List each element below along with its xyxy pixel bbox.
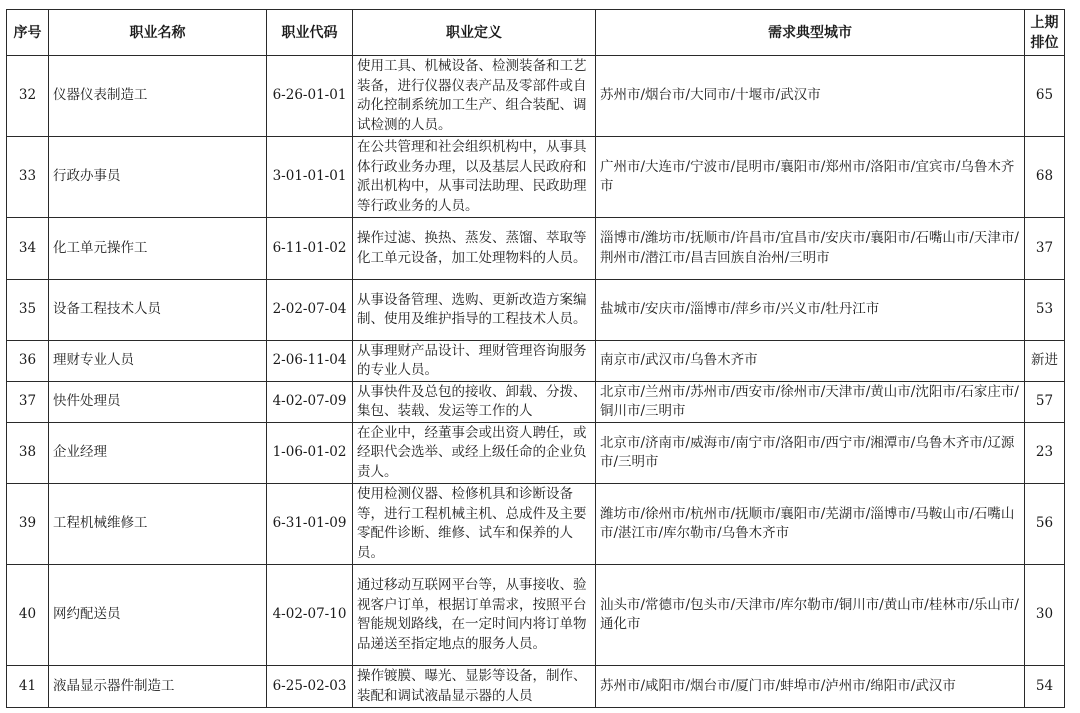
- row-occupation-code: 4-02-07-10: [267, 565, 353, 666]
- row-occupation-name: 网约配送员: [49, 565, 267, 666]
- row-prev-rank: 37: [1025, 218, 1065, 280]
- row-occupation-code: 6-31-01-09: [267, 484, 353, 565]
- row-no: 41: [7, 666, 49, 708]
- row-occupation-name: 液晶显示器件制造工: [49, 666, 267, 708]
- row-no: 32: [7, 56, 49, 137]
- occupation-shortage-table: [6, 9, 1065, 708]
- row-definition: 从事设备管理、选购、更新改造方案编制、使用及维护指导的工程技术人员。: [353, 280, 596, 341]
- row-cities: 潍坊市/徐州市/杭州市/抚顺市/襄阳市/芜湖市/淄博市/马鞍山市/石嘴山市/湛江市/库尔勒市/乌鲁木齐市: [596, 484, 1025, 565]
- row-definition: 从事快件及总包的接收、卸载、分拨、集包、装载、发运等工作的人: [353, 382, 596, 423]
- header-name: 职业名称: [49, 10, 267, 56]
- header-no: 序号: [7, 10, 49, 56]
- row-occupation-name: 仪器仪表制造工: [49, 56, 267, 137]
- row-occupation-name: 理财专业人员: [49, 341, 267, 382]
- row-cities: 广州市/大连市/宁波市/昆明市/襄阳市/郑州市/洛阳市/宜宾市/乌鲁木齐市: [596, 137, 1025, 218]
- row-occupation-name: 设备工程技术人员: [49, 280, 267, 341]
- row-occupation-code: 2-02-07-04: [267, 280, 353, 341]
- row-prev-rank: 23: [1025, 423, 1065, 484]
- row-occupation-code: 4-02-07-09: [267, 382, 353, 423]
- row-prev-rank: 68: [1025, 137, 1065, 218]
- header-definition: 职业定义: [353, 10, 596, 56]
- header-prev-rank: 上期 排位: [1025, 10, 1065, 56]
- row-no: 37: [7, 382, 49, 423]
- row-cities: 盐城市/安庆市/淄博市/萍乡市/兴义市/牡丹江市: [596, 280, 1025, 341]
- row-no: 34: [7, 218, 49, 280]
- table-row: [7, 218, 1065, 280]
- table-row: [7, 137, 1065, 218]
- header-code: 职业代码: [267, 10, 353, 56]
- table-row: [7, 56, 1065, 137]
- row-occupation-name: 工程机械维修工: [49, 484, 267, 565]
- row-no: 35: [7, 280, 49, 341]
- row-prev-rank: 新进: [1025, 341, 1065, 382]
- row-no: 40: [7, 565, 49, 666]
- row-occupation-code: 2-06-11-04: [267, 341, 353, 382]
- table-row: [7, 666, 1065, 708]
- row-occupation-code: 6-25-02-03: [267, 666, 353, 708]
- row-no: 33: [7, 137, 49, 218]
- row-prev-rank: 30: [1025, 565, 1065, 666]
- row-definition: 从事理财产品设计、理财管理咨询服务的专业人员。: [353, 341, 596, 382]
- row-definition: 操作镀膜、曝光、显影等设备，制作、装配和调试液晶显示器的人员: [353, 666, 596, 708]
- row-definition: 通过移动互联网平台等，从事接收、验视客户订单，根据订单需求，按照平台智能规划路线，在一定时间内将订单物品递送至指定地点的服务人员。: [353, 565, 596, 666]
- row-cities: 北京市/兰州市/苏州市/西安市/徐州市/天津市/黄山市/沈阳市/石家庄市/铜川市/三明市: [596, 382, 1025, 423]
- row-occupation-name: 快件处理员: [49, 382, 267, 423]
- row-cities: 苏州市/烟台市/大同市/十堰市/武汉市: [596, 56, 1025, 137]
- row-no: 39: [7, 484, 49, 565]
- row-cities: 苏州市/咸阳市/烟台市/厦门市/蚌埠市/泸州市/绵阳市/武汉市: [596, 666, 1025, 708]
- row-definition: 在公共管理和社会组织机构中，从事具体行政业务办理，以及基层人民政府和派出机构中，从事司法助理、民政助理等行政业务的人员。: [353, 137, 596, 218]
- row-occupation-code: 6-26-01-01: [267, 56, 353, 137]
- row-occupation-name: 行政办事员: [49, 137, 267, 218]
- row-cities: 南京市/武汉市/乌鲁木齐市: [596, 341, 1025, 382]
- row-occupation-name: 化工单元操作工: [49, 218, 267, 280]
- table-row: [7, 280, 1065, 341]
- row-definition: 使用检测仪器、检修机具和诊断设备等，进行工程机械主机、总成件及主要零配件诊断、维修、试车和保养的人员。: [353, 484, 596, 565]
- table-header-row: [7, 10, 1065, 56]
- table-row: [7, 565, 1065, 666]
- row-definition: 在企业中，经董事会或出资人聘任，或经职代会选举、或经上级任命的企业负责人。: [353, 423, 596, 484]
- row-occupation-code: 1-06-01-02: [267, 423, 353, 484]
- row-cities: 淄博市/潍坊市/抚顺市/许昌市/宜昌市/安庆市/襄阳市/石嘴山市/天津市/荆州市/潜江市/昌吉回族自治州/三明市: [596, 218, 1025, 280]
- row-occupation-code: 3-01-01-01: [267, 137, 353, 218]
- row-prev-rank: 53: [1025, 280, 1065, 341]
- row-no: 36: [7, 341, 49, 382]
- row-cities: 北京市/济南市/威海市/南宁市/洛阳市/西宁市/湘潭市/乌鲁木齐市/辽源市/三明市: [596, 423, 1025, 484]
- row-prev-rank: 57: [1025, 382, 1065, 423]
- table-row: [7, 382, 1065, 423]
- row-definition: 操作过滤、换热、蒸发、蒸馏、萃取等化工单元设备，加工处理物料的人员。: [353, 218, 596, 280]
- table-row: [7, 341, 1065, 382]
- row-prev-rank: 56: [1025, 484, 1065, 565]
- header-cities: 需求典型城市: [596, 10, 1025, 56]
- row-definition: 使用工具、机械设备、检测装备和工艺装备，进行仪器仪表产品及零部件或自动化控制系统加工生产、组合装配、调试检测的人员。: [353, 56, 596, 137]
- row-cities: 汕头市/常德市/包头市/天津市/库尔勒市/铜川市/黄山市/桂林市/乐山市/通化市: [596, 565, 1025, 666]
- row-prev-rank: 65: [1025, 56, 1065, 137]
- row-occupation-name: 企业经理: [49, 423, 267, 484]
- row-prev-rank: 54: [1025, 666, 1065, 708]
- row-no: 38: [7, 423, 49, 484]
- row-occupation-code: 6-11-01-02: [267, 218, 353, 280]
- table-row: [7, 484, 1065, 565]
- table-row: [7, 423, 1065, 484]
